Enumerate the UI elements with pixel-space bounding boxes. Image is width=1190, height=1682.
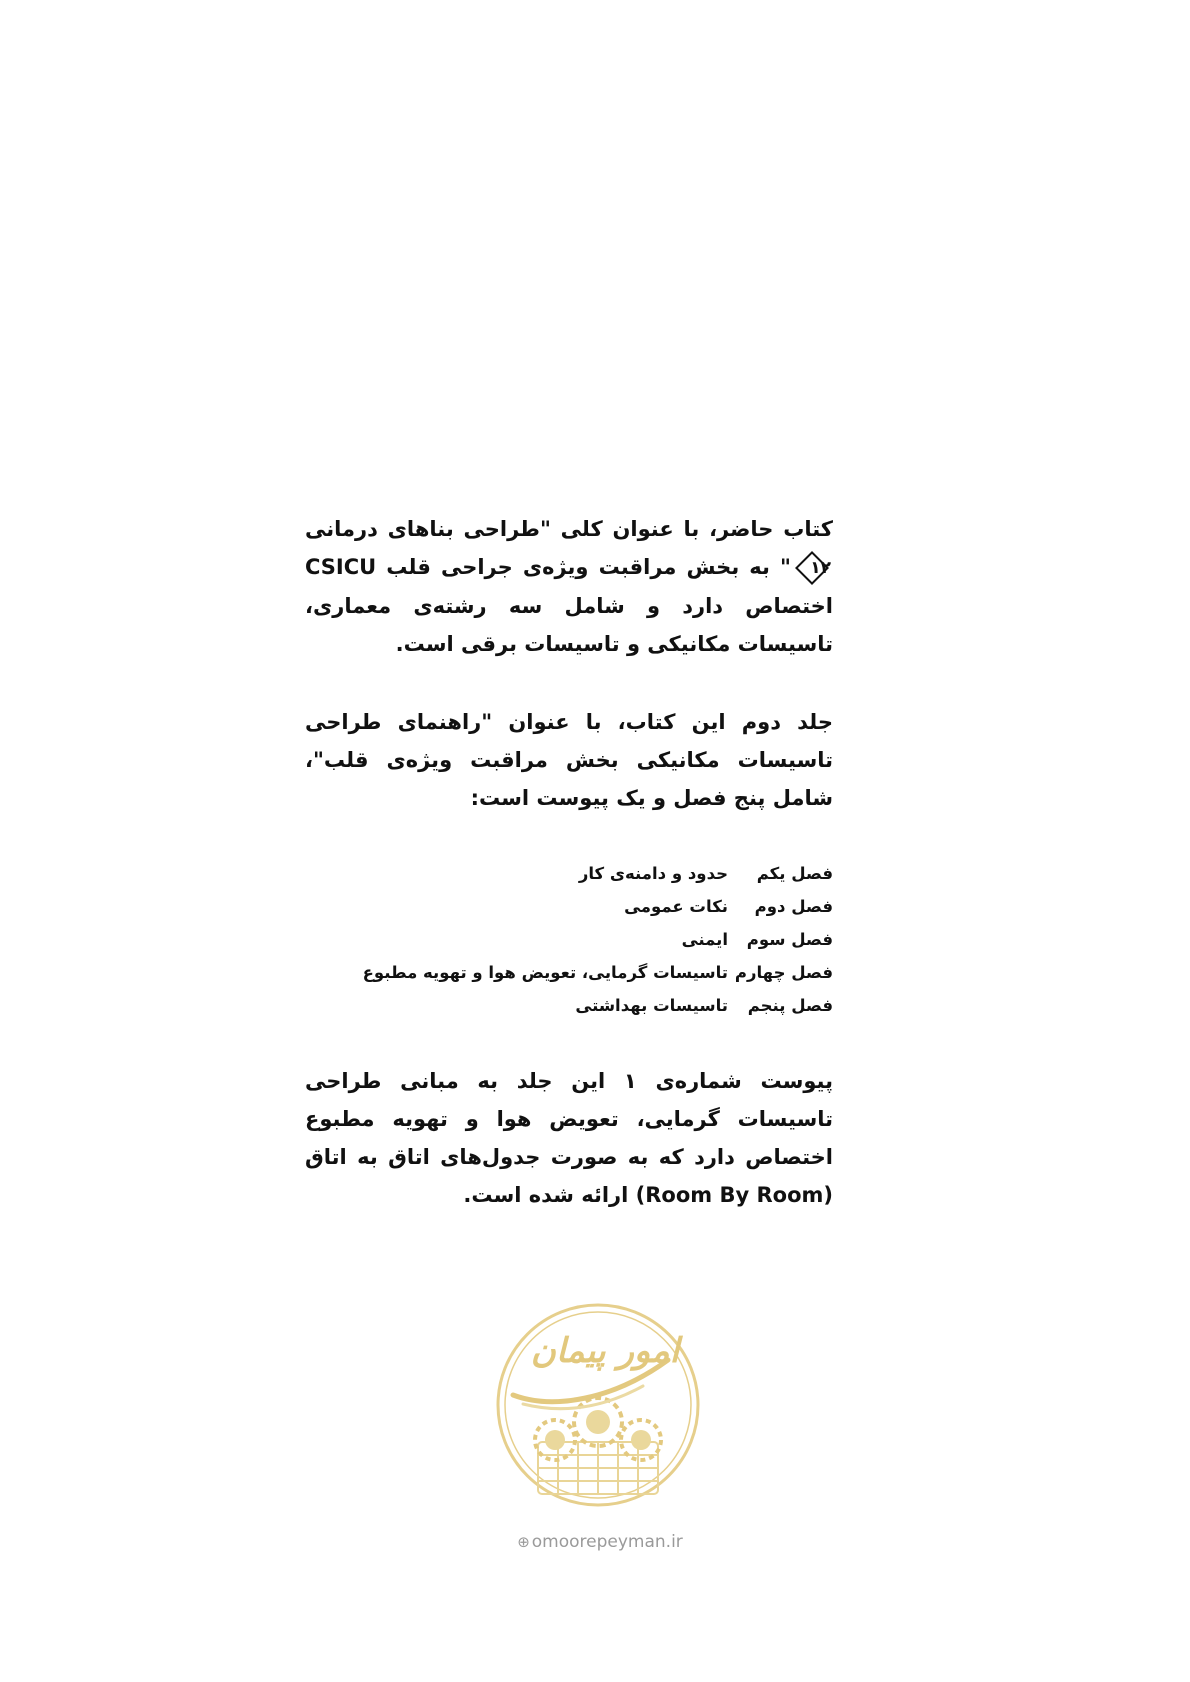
series-number: ۱۲ (810, 558, 831, 578)
intro-rest-text: به بخش مراقبت ویژه‌ی جراحی قلب CSICU اختصاص دارد و شامل سه رشته‌ی معماری، تاسیسات مکانیکی و تاسیسات برقی است. (305, 555, 833, 656)
volume-paragraph: جلد دوم این کتاب، با عنوان "راهنمای طراحی تاسیسات مکانیکی بخش مراقبت ویژه‌ی قلب"، شامل پنج فصل و یک پیوست است: (305, 710, 833, 810)
series-number-badge (793, 549, 831, 587)
list-item (305, 989, 833, 1022)
intro-line1-quote: " (780, 555, 791, 579)
list-item (305, 890, 833, 923)
chapter-title: ایمنی (681, 930, 728, 949)
chapter-label: فصل چهارم (734, 963, 833, 982)
list-item (305, 956, 833, 989)
list-item (305, 857, 833, 890)
appendix-paragraph: پیوست شماره‌ی ۱ این جلد به مبانی طراحی تاسیسات گرمایی، تعویض هوا و تهویه مطبوع اختصاص دارد که به صورت جدول‌های اتاق به اتاق (Room By Room) ارائه شده است. (305, 1069, 833, 1207)
page-body (305, 510, 833, 1214)
chapter-title: تاسیسات گرمایی، تعویض هوا و تهویه مطبوع (362, 963, 728, 982)
chapter-list (305, 857, 833, 1022)
chapter-label: فصل یکم (756, 864, 833, 883)
chapter-label: فصل پنجم (747, 996, 833, 1015)
chapter-label: فصل سوم (746, 930, 833, 949)
intro-paragraph (305, 510, 833, 663)
seal-lettering: امور پیمان (530, 1331, 680, 1371)
intro-line1-text: کتاب حاضر، با عنوان کلی "طراحی بناهای درمانی (305, 517, 833, 541)
list-item (305, 923, 833, 956)
chapter-label: فصل دوم (754, 897, 833, 916)
chapter-title: نکات عمومی (624, 897, 728, 916)
watermark-text: omoorepeyman.ir (531, 1532, 683, 1552)
publisher-seal-icon (493, 1300, 703, 1510)
chapter-title: تاسیسات بهداشتی (575, 996, 728, 1015)
watermark (490, 1532, 710, 1552)
globe-icon: ⊕ (517, 1533, 530, 1551)
chapter-title: حدود و دامنه‌ی کار (578, 864, 728, 883)
